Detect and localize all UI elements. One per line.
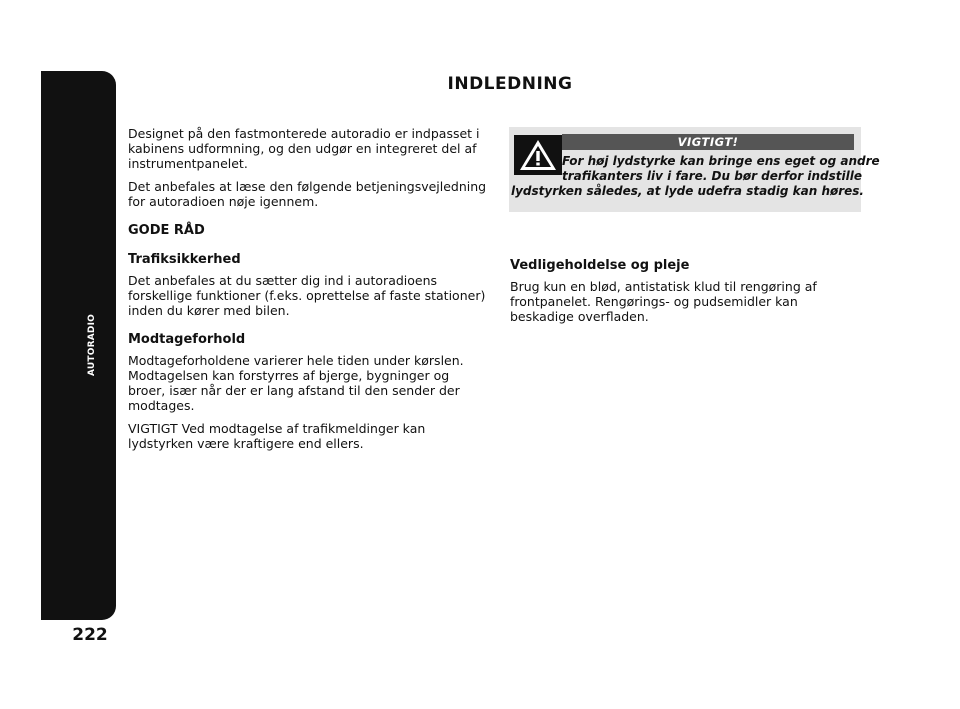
heading-care: Vedligeholdelse og pleje	[510, 258, 690, 273]
intro-paragraph-1: Designet på den fastmonterede autoradio er indpasset i kabinens udformning, og den udgør en integreret del af instrumentpanelet.	[128, 126, 480, 171]
heading-advice: GODE RÅD	[128, 223, 205, 238]
right-column	[510, 258, 860, 332]
intro-paragraph-2: Det anbefales at læse den følgende betjeningsvejledning for autoradioen nøje igennem.	[128, 179, 487, 209]
section-side-tab	[41, 71, 116, 620]
heading-reception: Modtageforhold	[128, 332, 246, 347]
important-paragraph: VIGTIGT Ved modtagelse af trafikmeldinger kan lydstyrken være kraftigere end ellers.	[128, 421, 426, 451]
warning-box	[509, 127, 880, 212]
warning-line: For høj lydstyrke kan bringe ens eget og andre	[562, 154, 880, 168]
warning-label: VIGTIGT!	[562, 134, 854, 150]
left-column	[128, 126, 488, 459]
heading-safety: Trafiksikkerhed	[128, 252, 241, 267]
warning-line: lydstyrken således, at lyde udefra stadig kan høres.	[511, 184, 864, 198]
safety-paragraph: Det anbefales at du sætter dig ind i autoradioens forskellige funktioner (f.eks. oprettelse af faste stationer) inden du kører med bilen.	[128, 273, 486, 318]
care-paragraph: Brug kun en blød, antistatisk klud til rengøring af frontpanelet. Rengørings- og pudsemidler kan beskadige overfladen.	[510, 279, 817, 324]
warning-text	[511, 154, 880, 199]
warning-line: trafikanters liv i fare. Du bør derfor indstille	[562, 169, 862, 183]
page-title: INDLEDNING	[447, 74, 573, 94]
reception-paragraph: Modtageforholdene varierer hele tiden under kørslen. Modtagelsen kan forstyrres af bjerge, bygninger og broer, især når der er lang afstand til den sender der modtages.	[128, 353, 464, 413]
page-number: 222	[72, 625, 108, 645]
